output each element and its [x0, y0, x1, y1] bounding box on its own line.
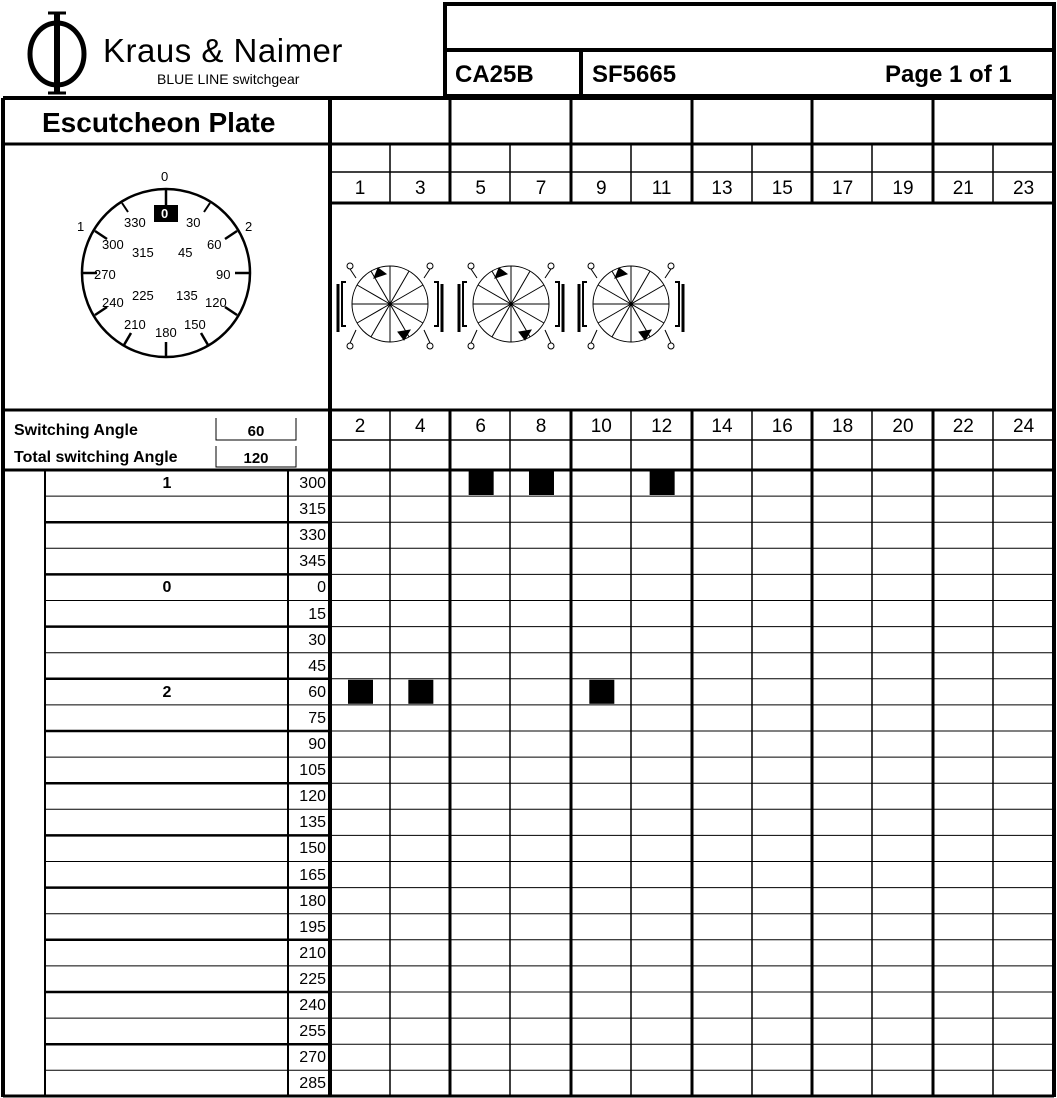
row-angle: 315 — [299, 501, 326, 519]
top-contact-number: 5 — [475, 178, 486, 199]
top-contact-number: 13 — [711, 178, 733, 199]
top-contact-number: 19 — [892, 178, 914, 199]
total-switching-angle-value: 120 — [243, 450, 269, 467]
bottom-contact-number: 8 — [535, 416, 547, 437]
bottom-contact-number: 4 — [415, 416, 426, 437]
top-contact-number: 17 — [832, 178, 854, 199]
row-angle: 135 — [299, 814, 326, 832]
bottom-contact-number: 10 — [590, 416, 612, 437]
contact-deck-symbol — [579, 263, 683, 349]
row-angle: 15 — [308, 605, 326, 623]
dial-angle-label: 330 — [124, 215, 146, 230]
dial-angle-label: 150 — [184, 317, 206, 332]
switching-angle-value: 60 — [247, 423, 265, 440]
closed-contact-mark — [529, 471, 554, 495]
row-position: 2 — [162, 683, 172, 701]
row-angle: 75 — [308, 709, 326, 727]
dial-label-right: 2 — [245, 219, 253, 234]
bottom-contact-number: 2 — [354, 416, 366, 437]
top-contact-number: 3 — [415, 178, 426, 199]
row-position: 0 — [162, 579, 172, 597]
row-angle: 120 — [299, 788, 326, 806]
row-angle: 105 — [299, 762, 326, 780]
dial-angle-label: 225 — [132, 288, 154, 303]
row-angle: 60 — [308, 683, 326, 701]
closed-contact-mark — [408, 680, 433, 704]
row-angle: 165 — [299, 866, 326, 884]
dial-angle-label: 90 — [216, 267, 231, 282]
brand-name: Kraus & Naimer — [103, 32, 343, 69]
dial-label-left: 1 — [77, 219, 85, 234]
dial-angle-label: 30 — [186, 215, 201, 230]
dial-angle-label: 240 — [102, 295, 124, 310]
dial-angle-label: 270 — [94, 267, 116, 282]
row-angle: 345 — [299, 553, 326, 571]
dial-selected-label: 0 — [161, 206, 169, 221]
row-angle: 45 — [308, 657, 326, 675]
dial-label-top: 0 — [161, 169, 169, 184]
contact-deck-symbol — [459, 263, 563, 349]
program-code: SF5665 — [592, 61, 677, 88]
row-position: 1 — [162, 475, 172, 492]
page-indicator: Page 1 of 1 — [885, 61, 1012, 88]
program-row-lines — [45, 496, 1054, 1070]
section-title: Escutcheon Plate — [42, 107, 276, 138]
row-angle: 225 — [299, 970, 326, 988]
row-angle: 90 — [308, 736, 326, 753]
dial-angle-label: 300 — [102, 237, 124, 252]
top-contact-number: 23 — [1013, 178, 1035, 199]
row-angle: 285 — [299, 1075, 326, 1093]
row-angle: 270 — [299, 1049, 326, 1067]
closed-contact-mark — [650, 471, 675, 495]
bottom-contact-number: 22 — [952, 416, 974, 437]
total-switching-angle-label: Total switching Angle — [14, 449, 178, 466]
bottom-contact-number: 18 — [832, 416, 854, 437]
closed-contact-mark — [469, 471, 494, 495]
dial-angle-label: 315 — [132, 245, 154, 260]
row-angle: 255 — [299, 1023, 326, 1041]
top-contact-number: 7 — [535, 178, 547, 199]
row-angle: 195 — [299, 918, 326, 936]
dial-angle-label: 135 — [176, 288, 198, 303]
dial-angle-label: 120 — [205, 295, 227, 310]
bottom-contact-number: 16 — [771, 416, 793, 437]
switching-angle-label: Switching Angle — [14, 422, 138, 439]
row-angle: 210 — [299, 944, 326, 962]
contact-deck-symbol — [338, 263, 442, 349]
model-code: CA25B — [455, 61, 534, 88]
main-frame — [3, 96, 1054, 1097]
row-angle: 240 — [299, 997, 326, 1014]
contact-symbols — [338, 263, 683, 349]
top-contact-number: 11 — [651, 178, 672, 199]
row-angle: 30 — [308, 631, 326, 649]
bottom-contact-number: 20 — [892, 416, 914, 437]
bottom-contact-number: 24 — [1013, 416, 1035, 437]
top-contact-number: 1 — [354, 178, 366, 199]
top-contact-number: 9 — [596, 178, 607, 199]
contact-column-lines — [390, 98, 993, 1097]
dial-angle-label: 45 — [178, 245, 193, 260]
bottom-contact-number: 6 — [475, 416, 486, 437]
row-angle: 150 — [299, 840, 326, 858]
dial-angle-label: 180 — [155, 325, 177, 340]
closed-contact-marks — [348, 471, 675, 704]
top-contact-number: 21 — [952, 178, 974, 199]
top-contact-number: 15 — [771, 178, 793, 199]
closed-contact-mark — [589, 680, 614, 704]
row-angle: 180 — [299, 892, 326, 910]
brand-tagline: BLUE LINE switchgear — [157, 71, 300, 87]
phi-logo-icon — [30, 13, 84, 93]
closed-contact-mark — [348, 680, 373, 704]
dial-angle-label: 60 — [207, 237, 222, 252]
bottom-contact-number: 12 — [651, 416, 673, 437]
bottom-contact-number: 14 — [711, 416, 733, 437]
dial-angle-label: 210 — [124, 317, 146, 332]
row-angle: 300 — [299, 475, 326, 492]
row-angle: 330 — [299, 527, 326, 545]
row-angle: 0 — [317, 579, 326, 597]
